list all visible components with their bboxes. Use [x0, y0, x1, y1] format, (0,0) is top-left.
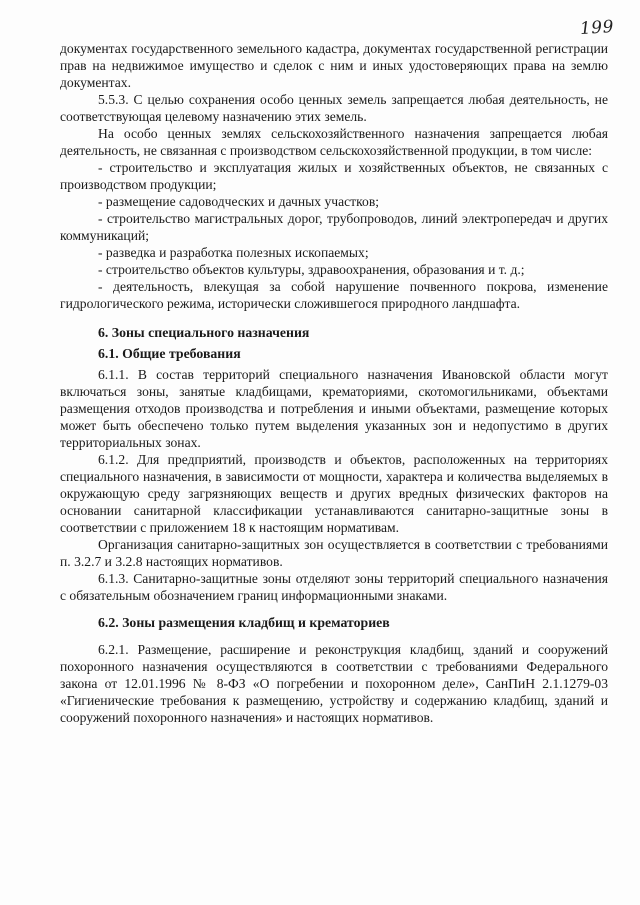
paragraph-6-1-3: 6.1.3. Санитарно-защитные зоны отделяют зоны территорий специального назначения с обязательным обозначением границ информационными знаками. [60, 571, 608, 603]
list-item-highways-pipelines: - строительство магистральных дорог, трубопроводов, линий электропередач и других коммуникаций; [60, 211, 608, 243]
paragraph-cadastre-continuation: документах государственного земельного кадастра, документах государственной регистрации прав на недвижимое имущество и сделок с ним и иных удостоверяющих права на землю документах. [60, 41, 608, 90]
page-number: 199 [579, 16, 615, 40]
paragraph-6-1-2: 6.1.2. Для предприятий, производств и объектов, расположенных на территориях специального назначения, в зависимости от мощности, характера и количества выделяемых в окружающую среду загрязняющих веществ и других вредных физических факторов на основании санитарной классификации устанавливаются санитарно-защитные зоны в соответствии с приложением 18 к настоящим нормативам. [60, 452, 608, 535]
document-body [60, 40, 608, 726]
list-item-garden-plots: - размещение садоводческих и дачных участков; [98, 194, 380, 209]
paragraph-6-1-1: 6.1.1. В состав территорий специального назначения Ивановской области могут включаться зоны, занятые кладбищами, крематориями, скотомогильниками, объектами размещения отходов производства и потребления и иными объектами, размещение которых может быть обеспечено только путем выделения указанных зон и недопустимо в других территориальных зонах. [60, 367, 608, 450]
list-item-housing-construction: - строительство и эксплуатация жилых и хозяйственных объектов, не связанных с производством продукции; [60, 160, 608, 192]
section-heading-6: 6. Зоны специального назначения [98, 325, 310, 340]
paragraph-prohibited-activity: На особо ценных землях сельскохозяйственного назначения запрещается любая деятельность, не связанная с производством сельскохозяйственной продукции, в том числе: [60, 126, 608, 158]
list-item-mining: - разведка и разработка полезных ископаемых; [98, 245, 369, 260]
list-item-soil-disturbance: - деятельность, влекущая за собой нарушение почвенного покрова, изменение гидрологического режима, исторически сложившегося природного ландшафта. [60, 279, 608, 311]
list-item-culture-objects: - строительство объектов культуры, здравоохранения, образования и т. д.; [98, 262, 525, 277]
paragraph-5-5-3: 5.5.3. С целью сохранения особо ценных земель запрещается любая деятельность, не соответствующая целевому назначению этих земель. [60, 92, 608, 124]
paragraph-6-2-1: 6.2.1. Размещение, расширение и реконструкция кладбищ, зданий и сооружений похоронного назначения осуществляются в соответствии с требованиями Федерального закона от 12.01.1996 № 8-ФЗ «О погребении и похоронном деле», СанПиН 2.1.1279-03 «Гигиенические требования к размещению, устройству и содержанию кладбищ, зданий и сооружений похоронного назначения» и настоящих нормативов. [60, 642, 608, 725]
section-heading-6-1: 6.1. Общие требования [98, 346, 241, 361]
section-heading-6-2: 6.2. Зоны размещения кладбищ и крематориев [98, 615, 390, 630]
paragraph-sanitary-zones-organization: Организация санитарно-защитных зон осуществляется в соответствии с требованиями п. 3.2.7 и 3.2.8 настоящих нормативов. [60, 537, 608, 569]
